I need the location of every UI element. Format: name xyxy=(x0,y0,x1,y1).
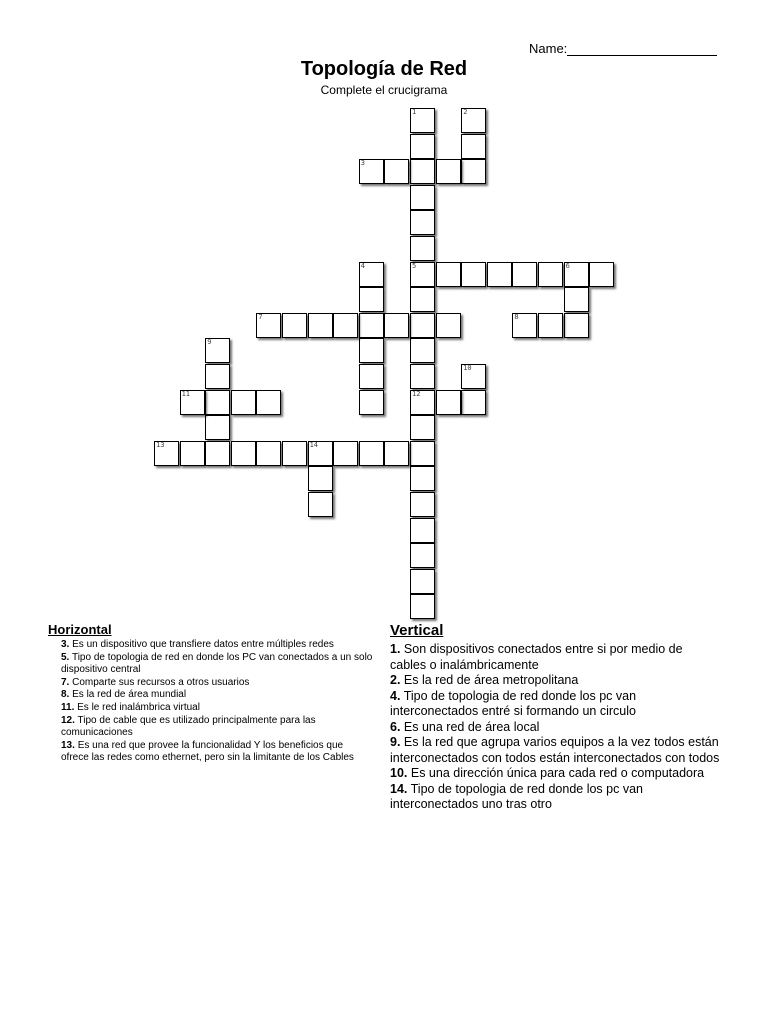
crossword-cell[interactable] xyxy=(333,441,358,466)
clue-number-label: 4 xyxy=(360,261,366,270)
clue-vertical-2: 2. Es la red de área metropolitana xyxy=(390,673,579,687)
crossword-cell[interactable] xyxy=(589,262,614,287)
crossword-cell[interactable] xyxy=(256,441,281,466)
clue-number-label: 6 xyxy=(565,261,570,270)
vertical-clues xyxy=(390,622,720,813)
clue-horizontal-8: 8. Es la red de área mundial xyxy=(61,689,187,701)
crossword-cell[interactable] xyxy=(308,313,333,338)
crossword-cell[interactable] xyxy=(231,441,256,466)
crossword-cell[interactable] xyxy=(538,262,563,287)
crossword-cell[interactable] xyxy=(410,441,435,466)
crossword-cell[interactable] xyxy=(410,492,435,517)
clue-number-label: 5 xyxy=(412,261,417,270)
crossword-cell[interactable] xyxy=(410,594,435,619)
crossword-cell[interactable] xyxy=(436,313,461,338)
clue-horizontal-11: 11. Es le red inalámbrica virtual xyxy=(61,701,200,713)
crossword-cell[interactable] xyxy=(333,313,358,338)
clue-vertical-6: 6. Es una red de área local xyxy=(390,719,540,734)
crossword-cell[interactable] xyxy=(282,441,307,466)
crossword-cell[interactable] xyxy=(308,466,333,491)
crossword-cell[interactable] xyxy=(384,313,409,338)
crossword-cell[interactable] xyxy=(410,134,435,159)
crossword-cell[interactable] xyxy=(359,441,384,466)
crossword-cell[interactable] xyxy=(410,287,435,312)
clue-number-label: 3 xyxy=(360,159,366,168)
crossword-cell[interactable] xyxy=(512,262,537,287)
crossword-cell[interactable] xyxy=(461,390,486,415)
crossword-cell[interactable] xyxy=(410,569,435,594)
crossword-cell[interactable] xyxy=(205,390,230,415)
clue-horizontal-13: 13. Es una red que provee la funcionalidad Y los beneficios que ofrece las redes como ethernet, pero sin la limitante de los Cables xyxy=(61,739,354,764)
crossword-cell[interactable] xyxy=(436,390,461,415)
crossword-cell[interactable] xyxy=(410,236,435,261)
crossword-cell[interactable] xyxy=(487,262,512,287)
clue-number-label: 9 xyxy=(207,338,212,347)
crossword-cell[interactable] xyxy=(410,185,435,210)
clue-horizontal-12: 12. Tipo de cable que es utilizado principalmente para las comunicaciones xyxy=(61,714,316,739)
crossword-cell[interactable] xyxy=(461,262,486,287)
page-title: Topología de Red xyxy=(300,58,468,80)
name-label: Name: xyxy=(529,41,568,56)
horizontal-clues xyxy=(48,622,373,765)
crossword-cell[interactable] xyxy=(410,338,435,363)
crossword-cell[interactable] xyxy=(564,313,589,338)
crossword-cell[interactable] xyxy=(256,390,281,415)
clue-number-label: 12 xyxy=(412,389,421,398)
crossword-cell[interactable] xyxy=(359,313,384,338)
clue-horizontal-5: 5. Tipo de topologia de red en donde los PC van conectados a un solo dispositivo central xyxy=(61,651,373,676)
clue-horizontal-3: 3. Es un dispositivo que transfiere datos entre múltiples redes xyxy=(61,639,334,650)
clue-vertical-9: 9. Es la red que agrupa varios equipos a la vez todos están interconectados con todos están interconectados con todos xyxy=(390,735,720,765)
crossword-cell[interactable] xyxy=(205,415,230,440)
crossword-cell[interactable] xyxy=(308,492,333,517)
crossword-cell[interactable] xyxy=(205,364,230,389)
crossword-cell[interactable] xyxy=(461,159,486,184)
crossword-cell[interactable] xyxy=(282,313,307,338)
crossword-cell[interactable] xyxy=(410,415,435,440)
crossword-cell[interactable] xyxy=(410,313,435,338)
clue-number-label: 1 xyxy=(412,108,417,116)
clue-horizontal-7: 7. Comparte sus recursos a otros usuarios xyxy=(61,676,250,688)
horizontal-heading: Horizontal xyxy=(48,622,112,637)
crossword-cell[interactable] xyxy=(436,262,461,287)
clue-number-label: 11 xyxy=(181,389,191,398)
clue-number-label: 14 xyxy=(309,440,319,449)
vertical-heading: Vertical xyxy=(390,622,444,639)
clue-number-label: 13 xyxy=(156,440,165,449)
crossword-cell[interactable] xyxy=(384,159,409,184)
clue-vertical-14: 14. Tipo de topologia de red donde los pc van interconectados uno tras otro xyxy=(390,781,643,811)
crossword-cell[interactable] xyxy=(359,338,384,363)
clue-number-label: 2 xyxy=(463,108,468,116)
crossword-cell[interactable] xyxy=(359,287,384,312)
clue-vertical-10: 10. Es una dirección única para cada red o computadora xyxy=(390,766,705,780)
crossword-cell[interactable] xyxy=(384,441,409,466)
crossword-cell[interactable] xyxy=(410,543,435,568)
crossword-cell[interactable] xyxy=(538,313,563,338)
clue-number-label: 7 xyxy=(258,312,263,321)
crossword-cell[interactable] xyxy=(359,364,384,389)
crossword-cell[interactable] xyxy=(410,364,435,389)
crossword-cell[interactable] xyxy=(410,210,435,235)
crossword-cell[interactable] xyxy=(436,159,461,184)
clue-vertical-1: 1. Son dispositivos conectados entre si por medio de cables o inalámbricamente xyxy=(390,642,683,672)
horizontal-clue-list xyxy=(48,639,373,765)
crossword-cell[interactable] xyxy=(205,441,230,466)
crossword-cell[interactable] xyxy=(180,441,205,466)
crossword-cell[interactable] xyxy=(359,390,384,415)
page-subtitle: Complete el crucigrama xyxy=(320,83,448,97)
crossword-cell[interactable] xyxy=(410,518,435,543)
vertical-clue-list xyxy=(390,642,720,813)
crossword-cell[interactable] xyxy=(410,159,435,184)
clue-number-label: 10 xyxy=(463,364,472,372)
clue-number-label: 8 xyxy=(514,312,519,321)
clue-vertical-4: 4. Tipo de topologia de red donde los pc van interconectados entré si formando un circulo xyxy=(390,688,637,718)
crossword-cell[interactable] xyxy=(461,134,486,159)
crossword-cell[interactable] xyxy=(410,466,435,491)
crossword-cell[interactable] xyxy=(564,287,589,312)
crossword-cell[interactable] xyxy=(231,390,256,415)
